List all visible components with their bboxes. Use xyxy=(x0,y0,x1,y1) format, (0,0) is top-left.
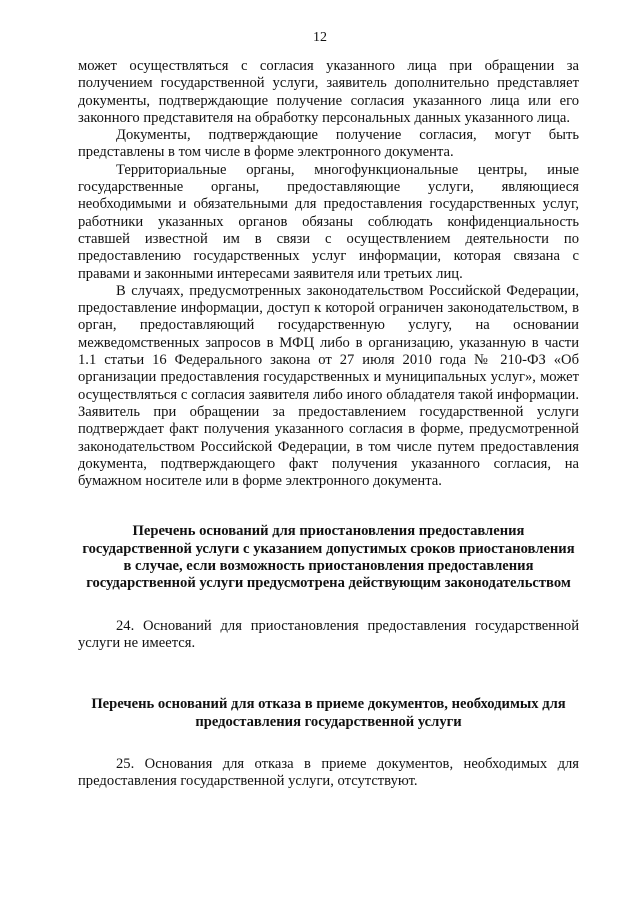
document-body xyxy=(78,58,579,790)
paragraph-restricted-information: В случаях, предусмотренных законодательством Российской Федерации, предоставление информации, доступ к которой ограничен законодательством, в орган, предоставляющий государственную услугу, на основании межведомственных запросов в МФЦ либо в организацию, указанную в части 1.1 статьи 16 Федерального закона от 27 июля 2010 года № 210-ФЗ «Об организации предоставления государственных и муниципальных услуг», может осуществляться с согласия заявителя либо иного обладателя такой информации. Заявитель при обращении за предоставлением государственной услуги подтверждает факт получения указанного согласия в форме, предусмотренной законодательством Российской Федерации, в том числе путем предоставления документа, подтверждающего факт получения указанного согласия, на бумажном носителе или в форме электронного документа. xyxy=(78,282,579,490)
section-heading-refusal: Перечень оснований для отказа в приеме документов, необходимых для предоставления государственной услуги xyxy=(91,696,566,730)
page-number: 12 xyxy=(313,30,327,45)
paragraph-25: 25. Основания для отказа в приеме документов, необходимых для предоставления государственной услуги, отсутствуют. xyxy=(78,755,579,790)
paragraph-consent-electronic: Документы, подтверждающие получение согласия, могут быть представлены в том числе в форме электронного документа. xyxy=(78,127,579,161)
paragraph-24: 24. Оснований для приостановления предоставления государственной услуги не имеется. xyxy=(78,617,579,651)
paragraph-consent-continuation: может осуществляться с согласия указанного лица при обращении за получением государственной услуги, заявитель дополнительно представляет документы, подтверждающие получение согласия указанного лица или его законного представителя на обработку персональных данных указанного лица. xyxy=(78,58,579,126)
paragraph-confidentiality: Территориальные органы, многофункциональные центры, иные государственные органы, предоставляющие услуги, являющиеся необходимыми и обязательными для предоставления государственных услуг, работники указанных органов обязаны соблюдать конфиденциальность ставшей известной им в связи с осуществлением деятельности по предоставлению государственных услуг информации, которая связана с правами и законными интересами заявителя или третьих лиц. xyxy=(78,161,579,282)
section-heading-suspension: Перечень оснований для приостановления предоставления государственной услуги с указанием допустимых сроков приостановления в случае, если возможность приостановления предоставления государственной услуги предусмотрена действующим законодательством xyxy=(82,523,575,592)
